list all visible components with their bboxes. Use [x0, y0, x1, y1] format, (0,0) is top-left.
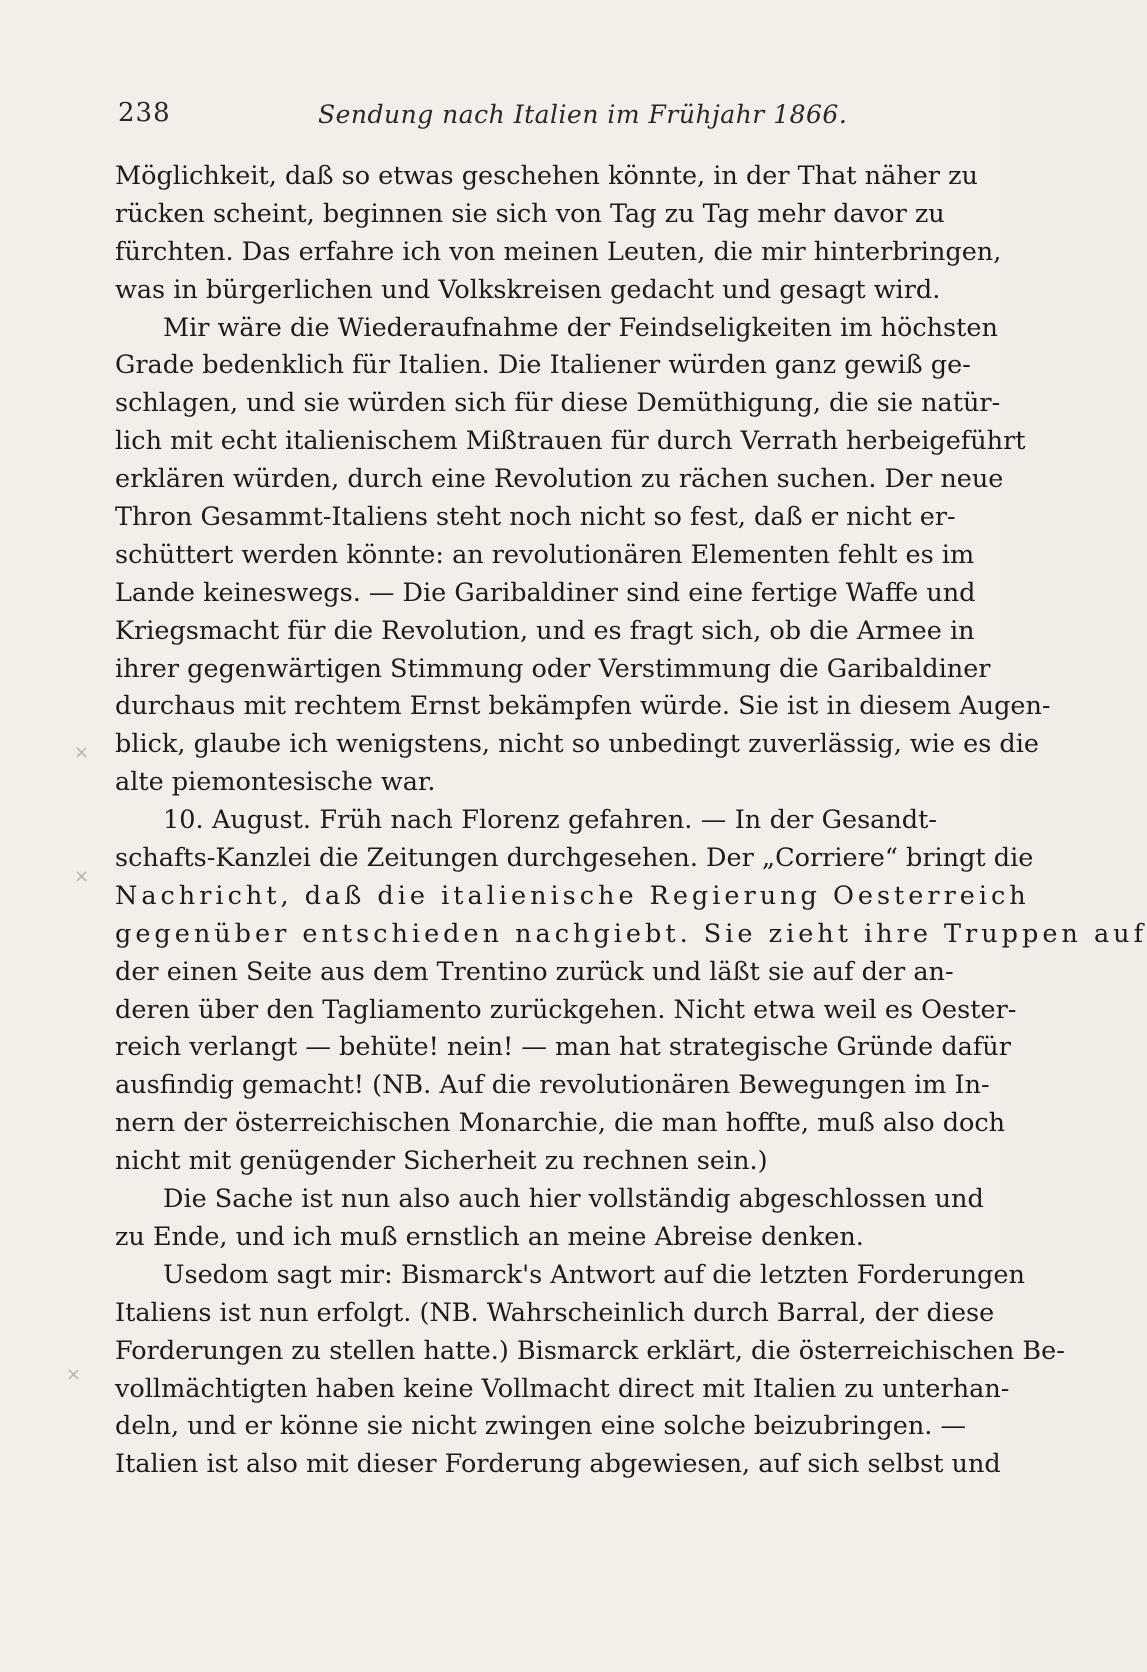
text-line: Mir wäre die Wiederaufnahme der Feindseligkeiten im höchsten	[163, 312, 998, 343]
text-line: vollmächtigten haben keine Vollmacht direct mit Italien zu unterhan-	[115, 1373, 1010, 1404]
page-number: 238	[118, 98, 171, 128]
text-line: alte piemontesische war.	[115, 767, 436, 798]
text-line: fürchten. Das erfahre ich von meinen Leuten, die mir hinterbringen,	[115, 236, 1002, 267]
text-line: nicht mit genügender Sicherheit zu rechnen sein.)	[115, 1146, 768, 1177]
text-line: lich mit echt italienischem Mißtrauen für durch Verrath herbeigeführt	[115, 426, 1026, 457]
text-line: Italien ist also mit dieser Forderung abgewiesen, auf sich selbst und	[115, 1449, 1001, 1480]
text-line: gegenüber entschieden nachgiebt. Sie zieht ihre Truppen auf	[115, 918, 1147, 949]
text-line: Forderungen zu stellen hatte.) Bismarck erklärt, die österreichischen Be-	[115, 1335, 1065, 1366]
margin-pencil-mark: ×	[74, 866, 90, 887]
text-line: Italiens ist nun erfolgt. (NB. Wahrscheinlich durch Barral, der diese	[115, 1297, 995, 1328]
text-line: Nachricht, daß die italienische Regierung Oesterreich	[115, 880, 1030, 911]
text-line: Die Sache ist nun also auch hier vollständig abgeschlossen und	[163, 1184, 984, 1215]
text-line: Usedom sagt mir: Bismarck's Antwort auf die letzten Forderungen	[163, 1259, 1025, 1290]
text-line: zu Ende, und ich muß ernstlich an meine Abreise denken.	[115, 1221, 864, 1252]
text-line: deln, und er könne sie nicht zwingen eine solche beizubringen. —	[115, 1411, 967, 1442]
text-line: der einen Seite aus dem Trentino zurück und läßt sie auf der an-	[115, 956, 954, 987]
text-line: erklären würden, durch eine Revolution zu rächen suchen. Der neue	[115, 464, 1004, 495]
running-title: Sendung nach Italien im Frühjahr 1866.	[318, 100, 848, 129]
text-line: schafts-Kanzlei die Zeitungen durchgesehen. Der „Corriere“ bringt die	[115, 843, 1034, 874]
text-line: Lande keineswegs. — Die Garibaldiner sind eine fertige Waffe und	[115, 577, 976, 608]
text-line: blick, glaube ich wenigstens, nicht so unbedingt zuverlässig, wie es die	[115, 729, 1039, 760]
text-line: deren über den Tagliamento zurückgehen. Nicht etwa weil es Oester-	[115, 994, 1017, 1025]
text-line: schlagen, und sie würden sich für diese Demüthigung, die sie natür-	[115, 388, 1001, 419]
text-line: Thron Gesammt-Italiens steht noch nicht so fest, daß er nicht er-	[115, 502, 956, 533]
text-line: Kriegsmacht für die Revolution, und es fragt sich, ob die Armee in	[115, 615, 975, 646]
text-line: ausfindig gemacht! (NB. Auf die revolutionären Bewegungen im In-	[115, 1070, 990, 1101]
margin-pencil-mark: ×	[66, 1364, 82, 1385]
text-line: rücken scheint, beginnen sie sich von Tag zu Tag mehr davor zu	[115, 198, 945, 229]
text-line: nern der österreichischen Monarchie, die man hoffte, muß also doch	[115, 1108, 1006, 1139]
text-line: reich verlangt — behüte! nein! — man hat strategische Gründe dafür	[115, 1032, 1011, 1063]
text-line: schüttert werden könnte: an revolutionären Elementen fehlt es im	[115, 539, 975, 570]
page-header	[118, 98, 938, 138]
text-line: Möglichkeit, daß so etwas geschehen könnte, in der That näher zu	[115, 161, 978, 191]
margin-pencil-mark: ×	[74, 742, 90, 763]
text-line: was in bürgerlichen und Volkskreisen gedacht und gesagt wird.	[115, 274, 941, 305]
text-line: 10. August. Früh nach Florenz gefahren. — In der Gesandt-	[163, 805, 937, 836]
text-line: Grade bedenklich für Italien. Die Italiener würden ganz gewiß ge-	[115, 350, 971, 381]
body-text	[115, 158, 1147, 1484]
text-line: ihrer gegenwärtigen Stimmung oder Verstimmung die Garibaldiner	[115, 653, 991, 684]
text-line: durchaus mit rechtem Ernst bekämpfen würde. Sie ist in diesem Augen-	[115, 691, 1051, 722]
